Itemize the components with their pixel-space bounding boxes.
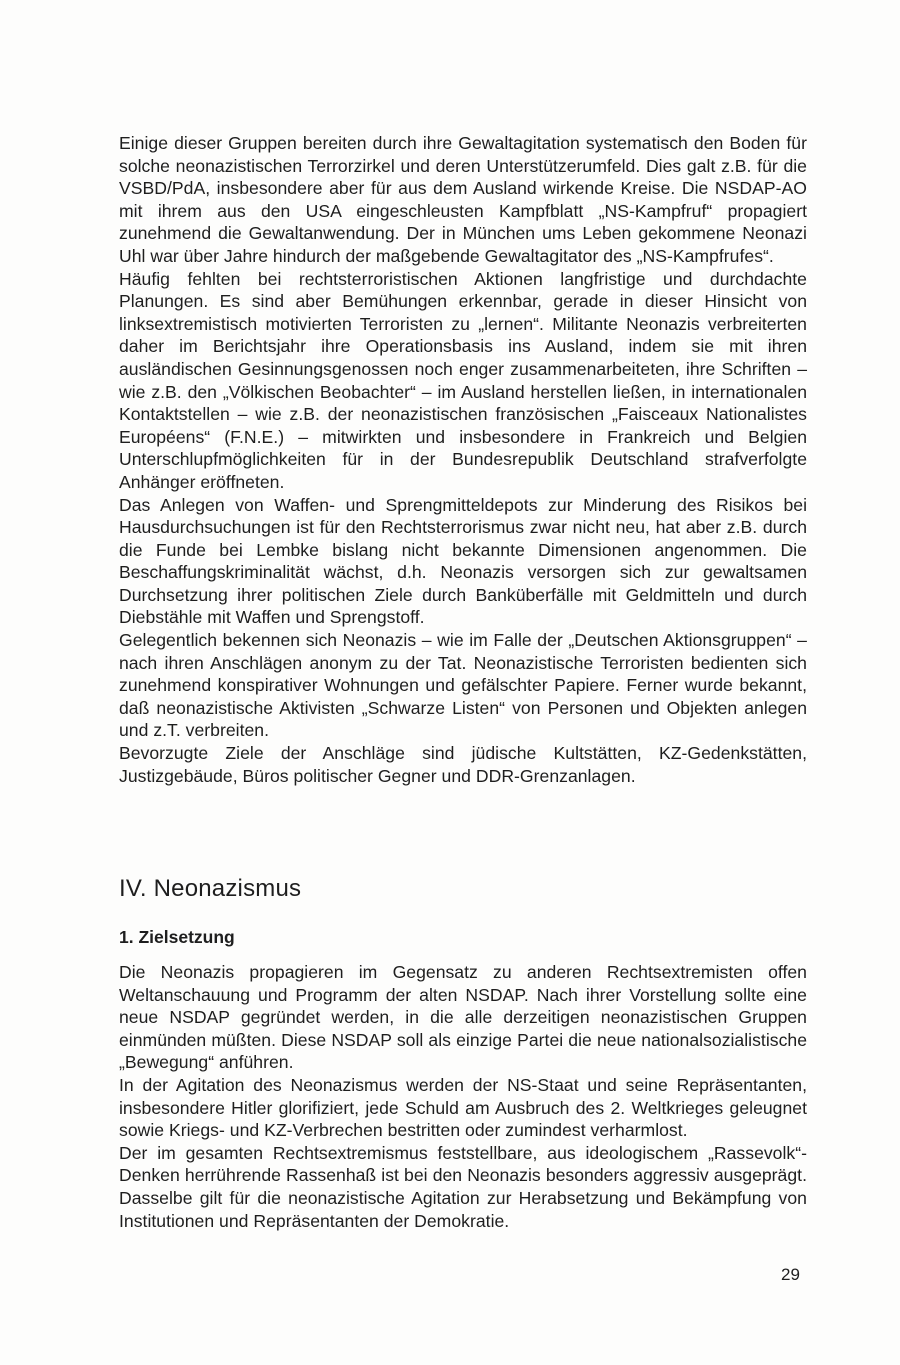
paragraph: Der im gesamten Rechtsextremismus feststellbare, aus ideologischem „Rassevolk“-Denken herrührende Rassenhaß ist bei den Neonazis besonders aggressiv ausgeprägt. Dasselbe gilt für die neonazistische Agitation zur Herabsetzung und Bekämpfung von Institutionen und Repräsentanten der Demokratie.: [119, 1142, 807, 1231]
chapter-heading: IV. Neonazismus: [119, 875, 302, 902]
body-text-block: [119, 961, 807, 1232]
body-text-block: [119, 132, 807, 787]
paragraph: Gelegentlich bekennen sich Neonazis – wie im Falle der „Deutschen Aktionsgruppen“ – nach ihren Anschlägen anonym zu der Tat. Neonazistische Terroristen bedienten sich zunehmend konspirativer Wohnungen und gefälschter Papiere. Ferner wurde bekannt, daß neonazistische Aktivisten „Schwarze Listen“ von Personen und Objekten anlegen und z.T. verbreiten.: [119, 630, 807, 741]
paragraph: Die Neonazis propagieren im Gegensatz zu anderen Rechtsextremisten offen Weltanschauung und Programm der alten NSDAP. Nach ihrer Vorstellung sollte eine neue NSDAP gegründet werden, in die alle derzeitigen neonazistischen Gruppen einmünden müßten. Diese NSDAP soll als einzige Partei die neue nationalsozialistische „Bewegung“ anführen.: [119, 962, 807, 1073]
paragraph: Häufig fehlten bei rechtsterroristischen Aktionen langfristige und durchdachte Planungen. Es sind aber Bemühungen erkennbar, gerade in dieser Hinsicht von linksextremistisch motivierten Terroristen zu „lernen“. Militante Neonazis verbreiterten daher im Berichtsjahr ihre Operationsbasis ins Ausland, indem sie mit ihren ausländischen Gesinnungsgenossen noch enger zusammenarbeiteten, ihre Schriften – wie z.B. den „Völkischen Beobachter“ – im Ausland herstellen ließen, in internationalen Kontaktstellen – wie z.B. der neonazistischen französischen „Faisceaux Nationalistes Européens“ (F.N.E.) – mitwirkten und insbesondere in Frankreich und Belgien Unterschlupfmöglichkeiten für in der Bundesrepublik Deutschland strafverfolgte Anhänger eröffneten.: [119, 268, 807, 492]
paragraph: Das Anlegen von Waffen- und Sprengmitteldepots zur Minderung des Risikos bei Hausdurchsuchungen ist für den Rechtsterrorismus zwar nicht neu, hat aber z.B. durch die Funde bei Lembke bislang nicht bekannte Dimensionen angenommen. Die Beschaffungskriminalität wächst, d.h. Neonazis versorgen sich zur gewaltsamen Durchsetzung ihrer politischen Ziele durch Banküberfälle mit Geldmitteln und durch Diebstähle mit Waffen und Sprengstoff.: [119, 494, 807, 628]
section-heading: 1. Zielsetzung: [119, 927, 235, 947]
page-number: 29: [781, 1265, 800, 1284]
paragraph: Einige dieser Gruppen bereiten durch ihre Gewaltagitation systematisch den Boden für solche neonazistischen Terrorzirkel und deren Unterstützerumfeld. Dies galt z.B. für die VSBD/PdA, insbesondere aber für aus dem Ausland wirkende Kreise. Die NSDAP-AO mit ihrem aus den USA eingeschleusten Kampfblatt „NS-Kampfruf“ propagiert zunehmend die Gewaltanwendung. Der in München ums Leben gekommene Neonazi Uhl war über Jahre hindurch der maßgebende Gewaltagitator des „NS-Kampfrufes“.: [119, 133, 807, 266]
paragraph: Bevorzugte Ziele der Anschläge sind jüdische Kultstätten, KZ-Gedenkstätten, Justizgebäude, Büros politischer Gegner und DDR-Grenzanlagen.: [119, 743, 807, 786]
paragraph: In der Agitation des Neonazismus werden der NS-Staat und seine Repräsentanten, insbesondere Hitler glorifiziert, jede Schuld am Ausbruch des 2. Weltkrieges geleugnet sowie Kriegs- und KZ-Verbrechen bestritten oder zumindest verharmlost.: [119, 1074, 807, 1141]
